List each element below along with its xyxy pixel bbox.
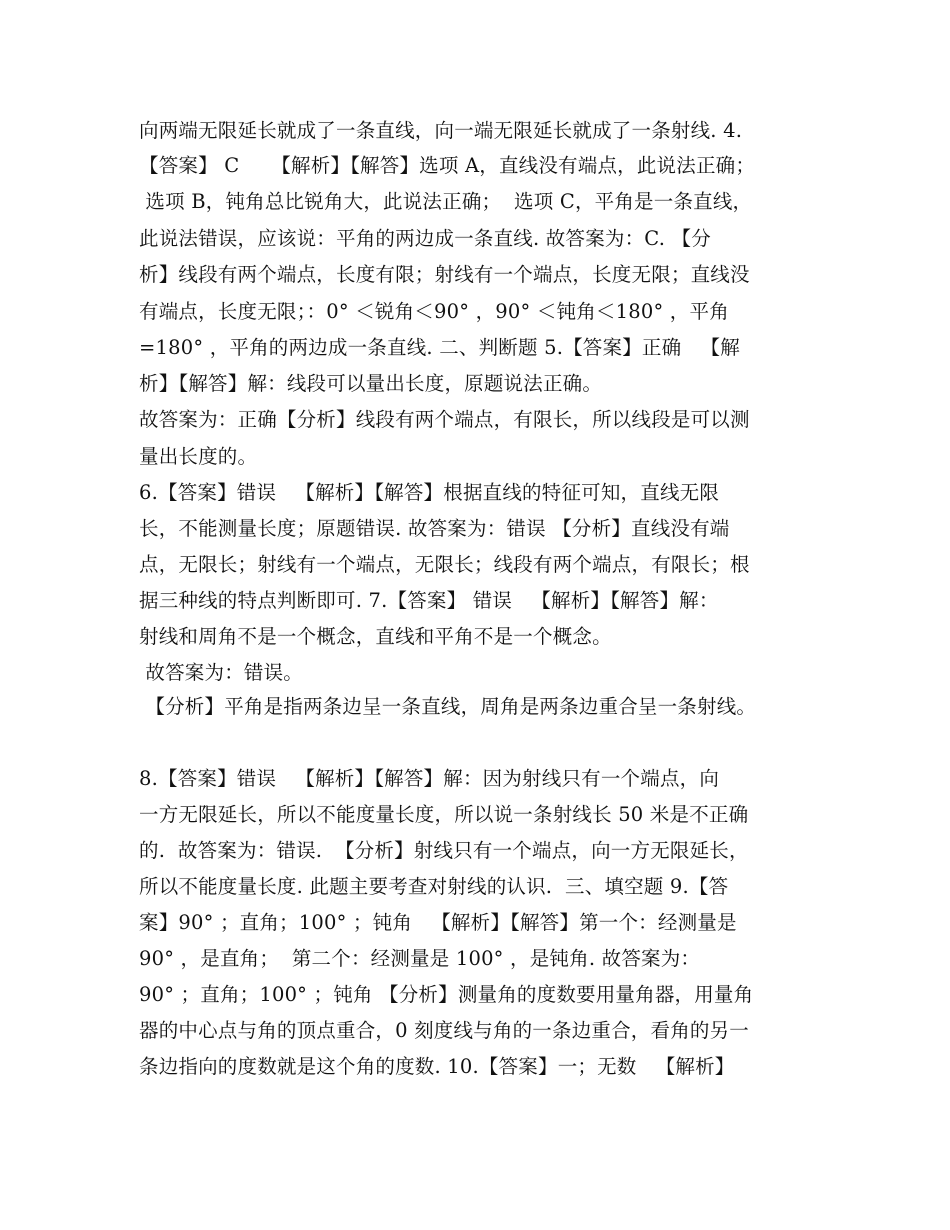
text-line: 此说法错误，应该说：平角的两边成一条直线. 故答案为：C. 【分 [139,227,711,250]
text-line: 故答案为：错误。 [139,661,303,684]
text-line: 向两端无限延长就成了一条直线，向一端无限延长就成了一条射线. 4. [139,119,743,142]
text-line: 90° ，是直角； 第二个：经测量是 100° ，是钝角. 故答案为： [139,947,701,970]
text-line: =180° ，平角的两边成一条直线. 二、判断题 5.【答案】正确 【解 [139,336,740,359]
text-line: 长，不能测量长度；原题错误. 故答案为：错误 【分析】直线没有端 [139,517,730,540]
text-line: 90° ；直角；100° ；钝角 【分析】测量角的度数要用量角器，用量角 [139,983,754,1006]
text-line: 所以不能度量长度. 此题主要考查对射线的认识. 三、填空题 9.【答 [139,875,729,898]
text-line: 【答案】 C 【解析】【解答】选项 A，直线没有端点，此说法正确； [139,154,756,177]
text-line: 据三种线的特点判断即可. 7.【答案】 错误 【解析】【解答】解： [139,589,719,612]
text-line: 选项 B，钝角总比锐角大，此说法正确； 选项 C，平角是一条直线， [139,190,753,213]
text-line: 条边指向的度数就是这个角的度数. 10.【答案】一；无数 【解析】 [139,1055,735,1078]
text-line: 8.【答案】错误 【解析】【解答】解：因为射线只有一个端点，向 [139,767,720,790]
text-line: 有端点，长度无限；：0° ＜锐角＜90° ，90° ＜钝角＜180° ，平角 [139,300,729,323]
text-line: 量出长度的。 [139,445,258,468]
text-line: 6.【答案】错误 【解析】【解答】根据直线的特征可知，直线无限 [139,481,720,504]
text-line: 故答案为：正确【分析】线段有两个端点，有限长，所以线段是可以测 [139,408,750,431]
text-line: 射线和周角不是一个概念，直线和平角不是一个概念。 [139,625,612,648]
text-line: 【分析】平角是指两条边呈一条直线，周角是两条边重合呈一条射线。 [139,695,757,718]
text-line: 一方无限延长，所以不能度量长度，所以说一条射线长 50 米是不正确 [139,803,749,826]
text-line: 案】90° ；直角；100° ；钝角 【解析】【解答】第一个：经测量是 [139,911,737,934]
text-line: 点，无限长；射线有一个端点，无限长；线段有两个端点，有限长；根 [139,553,750,576]
text-line: 析】线段有两个端点，长度有限；射线有一个端点，长度无限；直线没 [139,263,750,286]
text-line: 的. 故答案为：错误. 【分析】射线只有一个端点，向一方无限延长， [139,839,749,862]
text-line: 器的中心点与角的顶点重合，0 刻度线与角的一条边重合，看角的另一 [139,1019,750,1042]
text-line: 析】【解答】解：线段可以量出长度，原题说法正确。 [139,372,603,395]
